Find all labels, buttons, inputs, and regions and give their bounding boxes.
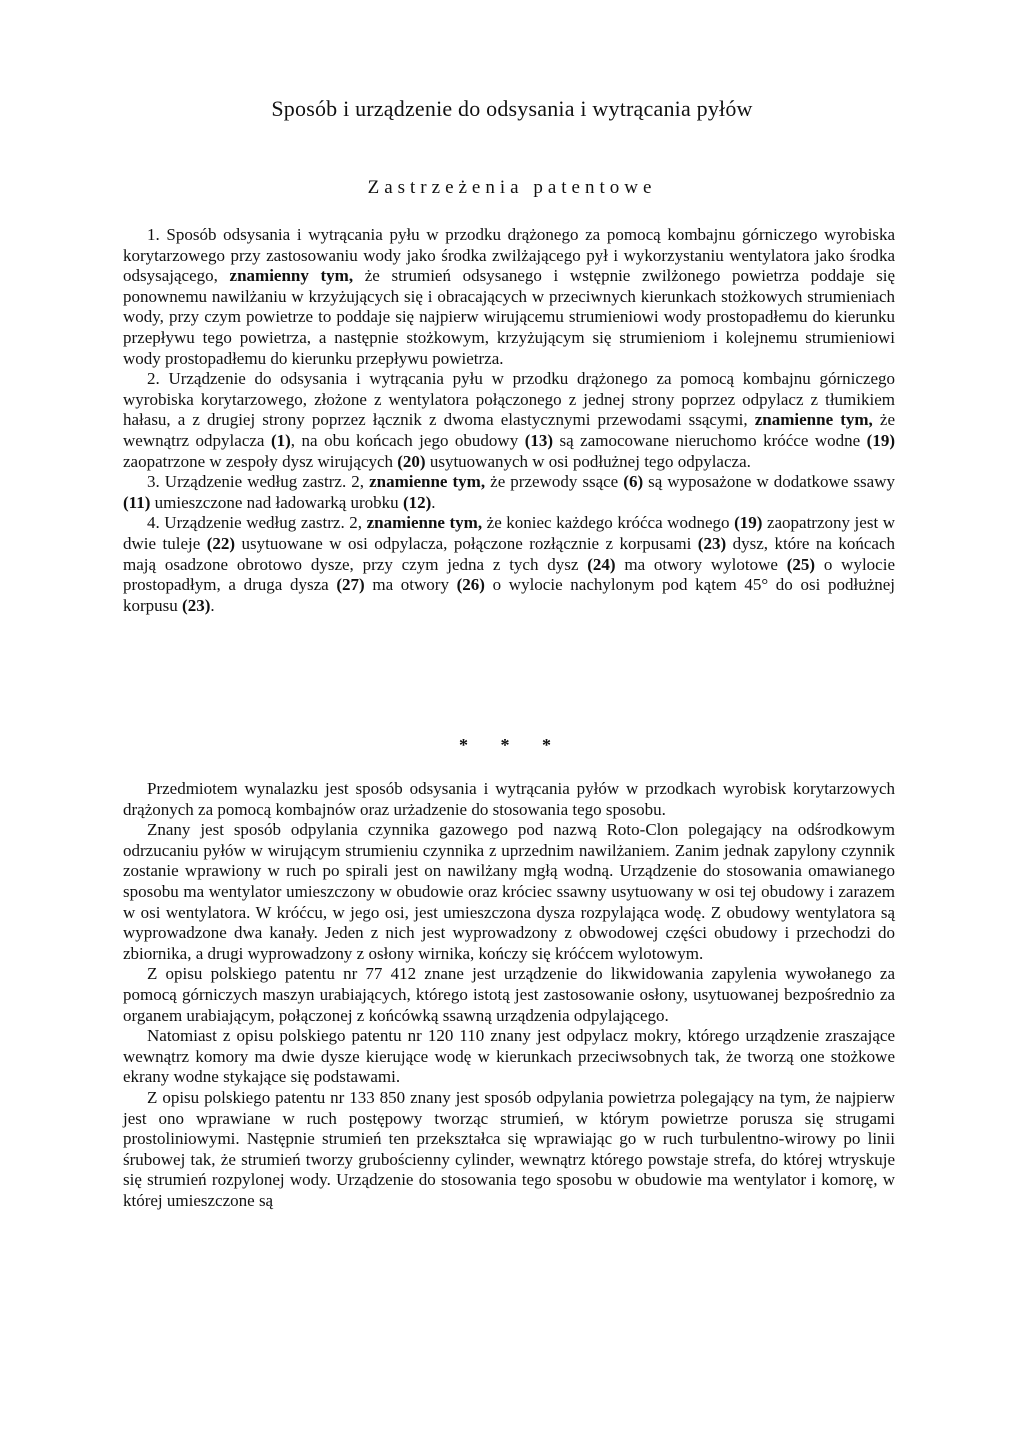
claim-text: że wewnątrz odpylacza bbox=[123, 410, 895, 450]
section-separator: * * * bbox=[459, 735, 565, 755]
reference-number: (11) bbox=[123, 492, 151, 512]
claim-text: , na obu końcach jego obudowy bbox=[290, 430, 525, 450]
reference-number: (19) bbox=[866, 430, 895, 450]
claim-text: usytuowanych w osi podłużnej tego odpylacza. bbox=[425, 451, 751, 471]
section-heading: Zastrzeżenia patentowe bbox=[367, 177, 657, 198]
claim-text: zaopatrzone w zespoły dysz wirujących bbox=[123, 451, 398, 471]
claim-text: że strumień odsysanego i wstępnie zwilżonego powietrza poddaje się ponownemu nawilżaniu w krzyżujących się i obracających w przeciwnych kierunkach stożkowych strumieniach wody, przy czym powietrze to poddaje się najpierw wirującemu strumieniowi wody prostopadłemu do kierunku przepływu tego powietrza, a następnie stożkowym, krzyżującym się strumieniom i kolejnemu strumieniowi wody prostopadłemu do kierunku przepływu powietrza. bbox=[123, 266, 895, 368]
claim-2 bbox=[123, 369, 895, 472]
claim-text: ma otwory bbox=[364, 575, 457, 595]
reference-number: (12) bbox=[402, 492, 432, 512]
claim-text: są zamocowane nieruchomo króćce wodne bbox=[553, 430, 867, 450]
claim-keyword: znamienne tym, bbox=[754, 410, 873, 430]
reference-number: (23) bbox=[182, 595, 211, 615]
claim-text: 4. Urządzenie według zastrz. 2, bbox=[147, 513, 367, 533]
claim-text: o wylocie prostopadłym, a druga dysza bbox=[123, 554, 895, 595]
claim-text: umieszczone nad ładowarką urobku bbox=[150, 492, 403, 512]
claims-list bbox=[123, 225, 895, 616]
claim-text: . bbox=[210, 595, 215, 615]
description-paragraph: Przedmiotem wynalazku jest sposób odsysania i wytrącania pyłów w przodkach wyrobisk korytarzowych drążonych za pomocą kombajnów oraz urżadzenie do stosowania tego sposobu. bbox=[123, 779, 895, 819]
reference-number: (1) bbox=[270, 430, 291, 450]
reference-number: (25) bbox=[786, 554, 816, 574]
reference-number: (13) bbox=[524, 430, 554, 450]
reference-number: (27) bbox=[336, 575, 365, 595]
claim-text: są wyposażone w dodatkowe ssawy bbox=[643, 472, 895, 492]
claim-text: że przewody ssące bbox=[485, 472, 624, 492]
document-title: Sposób i urządzenie do odsysania i wytrącania pyłów bbox=[271, 96, 753, 121]
claim-text: . bbox=[431, 492, 436, 512]
claim-text: 2. Urządzenie do odsysania i wytrącania pyłu w przodku drążonego za pomocą kombajnu górniczego wyrobiska korytarzowego, złożone z wentylatora połączonego z jednej strony poprzez odpylacz z tłumikiem hałasu, a z drugiej strony poprzez łącznik z dwoma elastycznymi przewodami ssącymi, bbox=[123, 369, 895, 430]
claim-1 bbox=[123, 225, 895, 369]
claim-text: usytuowane w osi odpylacza, połączone rozłącznie z korpusami bbox=[235, 533, 698, 553]
description-body bbox=[123, 779, 895, 1211]
reference-number: (23) bbox=[697, 533, 727, 553]
description-paragraph: Znany jest sposób odpylania czynnika gazowego pod nazwą Roto-Clon polegający na odśrodkowym odrzucaniu pyłów w wirującym strumieniu czynnika z uprzednim nawilżaniem. Zanim jednak zapylony czynnik zostanie wprawiony w ruch po spirali jest on nawilżany mgłą wodną. Urządzenie do stosowania omawianego sposobu ma wentylator umieszczony w obudowie oraz króciec ssawny usytuowany w osi tej obudowy i zarazem w osi wentylatora. W króćcu, w jego osi, jest umieszczona dysza rozpylająca wodę. Z obudowy wentylatora są wyprowadzone dwa kanały. Jeden z nich jest wyprowadzony z obwodowej części obudowy i przechodzi do zbiornika, a drugi wyprowadzony z osłony wirnika, kończy się króćcem wylotowym. bbox=[123, 820, 895, 963]
claim-text: dysz, które na końcach mają osadzone obrotowo dysze, przy czym jedna z tych dysz bbox=[123, 533, 896, 574]
claim-text: ma otwory wylotowe bbox=[615, 554, 787, 574]
claim-text: zaopatrzony jest w dwie tuleje bbox=[123, 513, 895, 553]
claim-text: że koniec każdego króćca wodnego bbox=[482, 513, 735, 533]
description-paragraph: Z opisu polskiego patentu nr 77 412 znane jest urządzenie do likwidowania zapylenia wywołanego za pomocą górniczych maszyn urabiających, którego istotą jest zastosowanie osłony, usytuowanej bezpośrednio za organem urabiającym, połączonej z końcówką ssawną urządzenia odpylającego. bbox=[123, 964, 895, 1025]
reference-number: (24) bbox=[587, 554, 616, 574]
reference-number: (20) bbox=[397, 451, 426, 471]
claim-keyword: znamienny tym, bbox=[229, 266, 354, 286]
claim-keyword: znamienne tym, bbox=[369, 472, 486, 492]
claim-text: 3. Urządzenie według zastrz. 2, bbox=[147, 472, 370, 492]
reference-number: (26) bbox=[456, 575, 485, 595]
claim-keyword: znamienne tym, bbox=[366, 513, 483, 533]
description-paragraph: Natomiast z opisu polskiego patentu nr 120 110 znany jest odpylacz mokry, którego urządzenie zraszające wewnątrz komory ma dwie dysze kierujące wodę w kierunkach przeciwsobnych tak, że tworzą one stożkowe ekrany wodne stykające się podstawami. bbox=[123, 1026, 895, 1087]
claim-3 bbox=[123, 472, 895, 513]
description-paragraph: Z opisu polskiego patentu nr 133 850 znany jest sposób odpylania powietrza polegający na tym, że najpierw jest ono wprawiane w ruch postępowy tworząc strumień, w którym powietrze porusza się strugami prostoliniowymi. Następnie strumień ten przekształca się wprawiając go w ruch turbulentno-wirowy po linii śrubowej tak, że strumień tworzy grubościenny cylinder, wewnątrz którego powstaje strefa, do której wtryskuje się strumień rozpylonej wody. Urządzenie do stosowania tego sposobu w obudowie ma wentylator i komorę, w której umieszczone są bbox=[123, 1087, 895, 1210]
reference-number: (22) bbox=[206, 533, 236, 553]
claim-4 bbox=[123, 513, 895, 616]
reference-number: (19) bbox=[734, 513, 763, 533]
claim-text: 1. Sposób odsysania i wytrącania pyłu w przodku drążonego za pomocą kombajnu górniczego wyrobiska korytarzowego przy zastosowaniu wody jako środka zwilżającego pył i wykorzystaniu wentylatora jako środka odsysającego, bbox=[123, 225, 895, 286]
claim-text: o wylocie nachylonym pod kątem 45° do osi podłużnej korpusu bbox=[123, 575, 896, 615]
reference-number: (6) bbox=[623, 472, 644, 492]
